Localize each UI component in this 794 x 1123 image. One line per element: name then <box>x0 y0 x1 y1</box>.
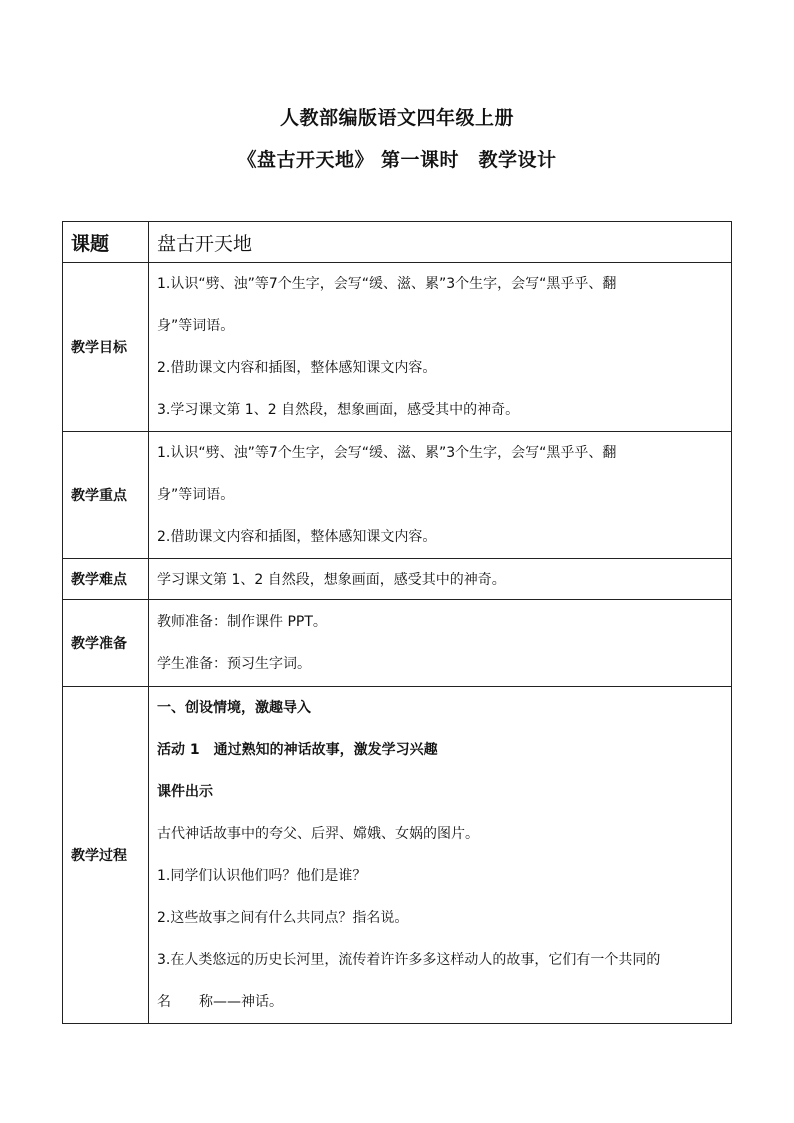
document-header <box>0 104 794 174</box>
process-line: 1.同学们认识他们吗？他们是谁？ <box>157 868 367 884</box>
lesson-plan-table <box>62 221 732 1024</box>
goals-label: 教学目标 <box>63 263 149 432</box>
key-points-label: 教学重点 <box>63 432 149 559</box>
process-section-title: 一、创设情境，激趣导入 <box>157 700 311 716</box>
goals-line: 1.认识“劈、浊”等7个生字，会写“缓、滋、累”3个生字，会写“黑乎乎、翻 <box>157 276 617 292</box>
preparation-line: 学生准备：预习生字词。 <box>157 656 311 672</box>
key-points-line: 身”等词语。 <box>157 487 235 503</box>
preparation-line: 教师准备：制作课件 PPT。 <box>157 614 327 630</box>
process-content <box>149 687 732 1024</box>
table-row-preparation <box>63 600 732 687</box>
key-points-line: 1.认识“劈、浊”等7个生字，会写“缓、滋、累”3个生字，会写“黑乎乎、翻 <box>157 445 617 461</box>
process-label: 教学过程 <box>63 687 149 1024</box>
difficulties-label: 教学难点 <box>63 559 149 600</box>
process-courseware-label: 课件出示 <box>157 784 213 800</box>
process-activity-title: 活动 1 通过熟知的神话故事，激发学习兴趣 <box>157 742 438 758</box>
process-line: 3.在人类悠远的历史长河里，流传着许许多多这样动人的故事，它们有一个共同的 <box>157 952 661 968</box>
table-row-topic <box>63 222 732 263</box>
goals-content <box>149 263 732 432</box>
goals-line: 2.借助课文内容和插图，整体感知课文内容。 <box>157 360 437 376</box>
table-row-goals <box>63 263 732 432</box>
goals-line: 3.学习课文第 1、2 自然段，想象画面，感受其中的神奇。 <box>157 402 520 418</box>
document-subtitle: 《盘古开天地》 第一课时 教学设计 <box>237 149 557 171</box>
table-row-key-points <box>63 432 732 559</box>
process-line: 2.这些故事之间有什么共同点？指名说。 <box>157 910 409 926</box>
table-row-process <box>63 687 732 1024</box>
topic-label: 课题 <box>63 222 149 263</box>
preparation-content <box>149 600 732 687</box>
document-title: 人教部编版语文四年级上册 <box>279 107 514 129</box>
key-points-line: 2.借助课文内容和插图，整体感知课文内容。 <box>157 529 437 545</box>
topic-value: 盘古开天地 <box>149 222 732 263</box>
preparation-label: 教学准备 <box>63 600 149 687</box>
process-line: 名 称——神话。 <box>157 994 283 1010</box>
process-line: 古代神话故事中的夸父、后羿、嫦娥、女娲的图片。 <box>157 826 479 842</box>
goals-line: 身”等词语。 <box>157 318 235 334</box>
table-row-difficulties <box>63 559 732 600</box>
difficulties-value: 学习课文第 1、2 自然段，想象画面，感受其中的神奇。 <box>149 559 732 600</box>
key-points-content <box>149 432 732 559</box>
